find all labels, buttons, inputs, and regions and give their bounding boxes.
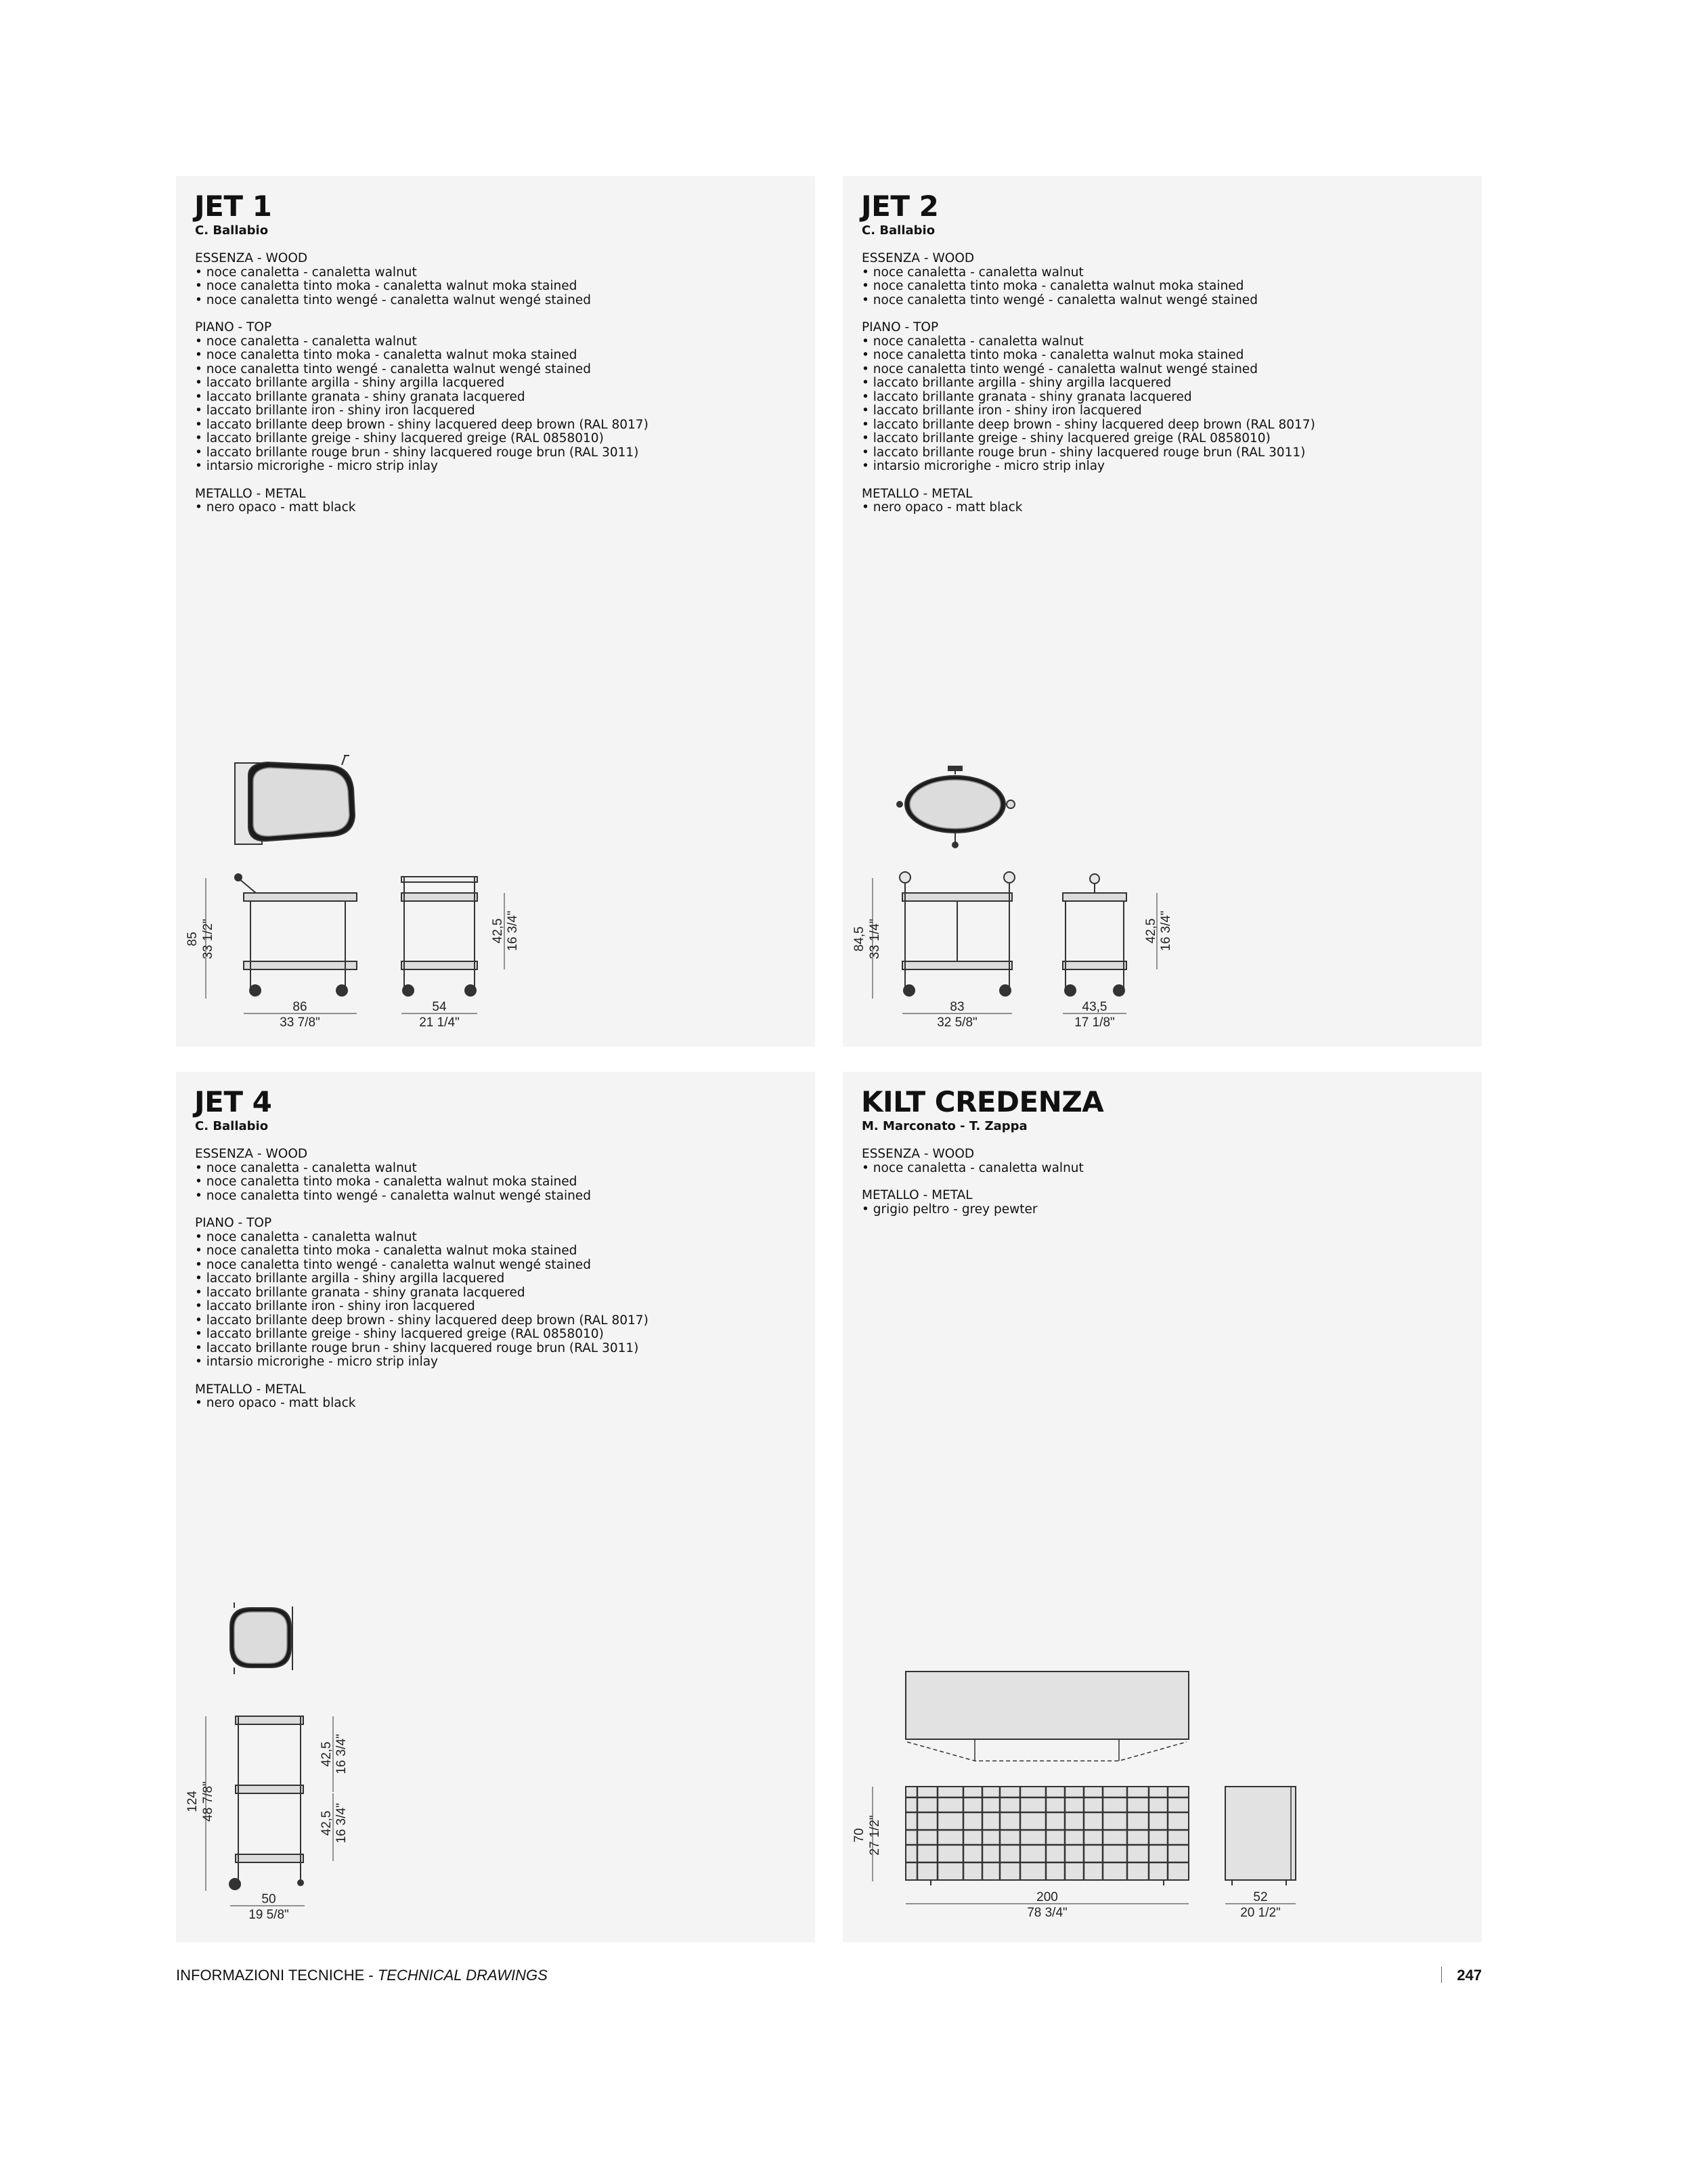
spec-heading: ESSENZA - WOOD xyxy=(195,251,308,265)
side-view xyxy=(1063,874,1126,996)
front-view xyxy=(906,1787,1189,1885)
spec-heading: PIANO - TOP xyxy=(195,320,272,334)
spec-item: • laccato brillante deep brown - shiny lacquered deep brown (RAL 8017) xyxy=(862,418,1315,433)
spec-heading: PIANO - TOP xyxy=(862,320,939,334)
spec-item: • laccato brillante argilla - shiny argilla lacquered xyxy=(195,376,649,391)
dim-width-cm: 86 xyxy=(292,1000,307,1014)
product-title: JET 2 xyxy=(861,190,939,223)
spec-heading: ESSENZA - WOOD xyxy=(862,1147,975,1161)
product-title: KILT CREDENZA xyxy=(861,1085,1104,1118)
spec-item: • laccato brillante granata - shiny granata lacquered xyxy=(862,391,1315,405)
spec-item: • noce canaletta tinto moka - canaletta walnut moka stained xyxy=(195,1244,649,1259)
product-designer: C. Ballabio xyxy=(195,1119,269,1133)
side-view xyxy=(1225,1787,1296,1885)
dim-depth-in: 17 1/8" xyxy=(1074,1015,1115,1030)
dim-shelf-in: 16 3/4" xyxy=(506,911,520,951)
spec-item: • noce canaletta tinto moka - canaletta walnut moka stained xyxy=(195,1175,649,1189)
spec-item: • noce canaletta - canaletta walnut xyxy=(862,266,1315,280)
dim-width-cm: 50 xyxy=(261,1892,276,1906)
spec-item: • noce canaletta - canaletta walnut xyxy=(195,266,649,280)
spec-item: • laccato brillante iron - shiny iron lacquered xyxy=(195,404,649,418)
spec-item: • noce canaletta - canaletta walnut xyxy=(195,1162,649,1176)
dim-depth-in: 21 1/4" xyxy=(419,1015,460,1030)
dim-height-in: 33 1/2" xyxy=(201,919,215,959)
dim-depth-cm: 43,5 xyxy=(1082,1000,1107,1014)
spec-item: • noce canaletta tinto wengé - canaletta walnut wengé stained xyxy=(195,363,649,377)
spec-heading: METALLO - METAL xyxy=(862,486,973,501)
dim-shelf-cm: 42,5 xyxy=(1144,918,1158,944)
product-panel-jet-1 xyxy=(176,176,815,1047)
spec-item: • laccato brillante deep brown - shiny lacquered deep brown (RAL 8017) xyxy=(195,1314,649,1328)
spec-item: • noce canaletta tinto wengé - canaletta walnut wengé stained xyxy=(195,1259,649,1273)
technical-drawing-jet-4 xyxy=(176,1072,815,1942)
spec-item: • laccato brillante greige - shiny lacquered greige (RAL 0858010) xyxy=(862,432,1315,446)
footer-section-label xyxy=(176,1967,548,1984)
spec-item: • laccato brillante iron - shiny iron lacquered xyxy=(195,1300,649,1314)
spec-item: • laccato brillante deep brown - shiny lacquered deep brown (RAL 8017) xyxy=(195,418,649,433)
spec-item: • noce canaletta tinto moka - canaletta walnut moka stained xyxy=(195,349,649,363)
spec-item: • laccato brillante granata - shiny granata lacquered xyxy=(195,391,649,405)
spec-item: • noce canaletta - canaletta walnut xyxy=(195,335,649,349)
dim-width-in: 32 5/8" xyxy=(937,1015,978,1030)
product-panel-jet-2 xyxy=(843,176,1482,1047)
spec-item: • laccato brillante greige - shiny lacquered greige (RAL 0858010) xyxy=(195,432,649,446)
dim-height-cm: 70 xyxy=(852,1828,866,1843)
spec-item: • noce canaletta - canaletta walnut xyxy=(195,1231,649,1245)
dim-width-in: 33 7/8" xyxy=(280,1015,320,1030)
spec-item: • noce canaletta tinto moka - canaletta walnut moka stained xyxy=(862,280,1315,294)
spec-item: • laccato brillante iron - shiny iron lacquered xyxy=(862,404,1315,418)
product-title: JET 1 xyxy=(194,190,272,223)
dim-height-cm: 85 xyxy=(185,932,200,946)
spec-heading: ESSENZA - WOOD xyxy=(862,251,975,265)
spec-item: • nero opaco - matt black xyxy=(195,1397,649,1411)
technical-drawing-kilt-credenza xyxy=(843,1072,1482,1942)
dim-height-cm: 84,5 xyxy=(852,926,866,952)
dim-shelf2-cm: 42,5 xyxy=(320,1810,334,1836)
dim-height-in: 48 7/8" xyxy=(201,1781,215,1822)
spec-item: • nero opaco - matt black xyxy=(195,501,649,515)
spec-heading: METALLO - METAL xyxy=(195,486,306,501)
dim-depth-in: 20 1/2" xyxy=(1240,1906,1281,1920)
technical-drawing-jet-2 xyxy=(843,176,1482,1047)
product-designer: C. Ballabio xyxy=(862,223,936,238)
spec-item: • noce canaletta tinto moka - canaletta walnut moka stained xyxy=(862,349,1315,363)
top-view xyxy=(906,1672,1189,1761)
top-view xyxy=(235,756,355,844)
dim-depth-cm: 52 xyxy=(1253,1890,1268,1904)
dim-height-cm: 124 xyxy=(185,1791,200,1812)
spec-item: • nero opaco - matt black xyxy=(862,501,1315,515)
side-view xyxy=(401,877,477,996)
front-view xyxy=(900,872,1015,996)
dim-width-cm: 83 xyxy=(950,1000,965,1014)
dim-depth-cm: 54 xyxy=(432,1000,447,1014)
page-number: 247 xyxy=(1457,1967,1482,1984)
spec-heading: PIANO - TOP xyxy=(195,1216,272,1230)
top-view xyxy=(230,1602,292,1674)
spec-item: • laccato brillante rouge brun - shiny lacquered rouge brun (RAL 3011) xyxy=(195,446,649,460)
dim-shelf-in: 16 3/4" xyxy=(1159,911,1173,951)
spec-item: • noce canaletta tinto wengé - canaletta walnut wengé stained xyxy=(862,363,1315,377)
dim-shelf-cm: 42,5 xyxy=(491,918,505,944)
spec-item: • laccato brillante argilla - shiny argilla lacquered xyxy=(862,376,1315,391)
dim-height-in: 27 1/2" xyxy=(868,1815,882,1856)
spec-item: • intarsio microrighe - micro strip inlay xyxy=(195,460,649,474)
spec-item: • noce canaletta tinto wengé - canaletta walnut wengé stained xyxy=(862,294,1315,308)
technical-drawing-jet-1 xyxy=(176,176,815,1047)
spec-item: • laccato brillante argilla - shiny argilla lacquered xyxy=(195,1272,649,1286)
spec-item: • laccato brillante rouge brun - shiny lacquered rouge brun (RAL 3011) xyxy=(195,1342,649,1356)
spec-item: • noce canaletta tinto moka - canaletta walnut moka stained xyxy=(195,280,649,294)
spec-heading: METALLO - METAL xyxy=(195,1382,306,1397)
dim-shelf1-cm: 42,5 xyxy=(320,1741,334,1767)
spec-item: • laccato brillante granata - shiny granata lacquered xyxy=(195,1286,649,1301)
spec-item: • noce canaletta tinto wengé - canaletta walnut wengé stained xyxy=(195,294,649,308)
front-view xyxy=(229,1716,303,1890)
top-view xyxy=(897,766,1015,848)
spec-item: • noce canaletta tinto wengé - canaletta walnut wengé stained xyxy=(195,1189,649,1204)
dim-height-in: 33 1/4" xyxy=(868,919,882,959)
product-panel-jet-4 xyxy=(176,1072,815,1942)
spec-heading: ESSENZA - WOOD xyxy=(195,1147,308,1161)
spec-heading: METALLO - METAL xyxy=(862,1188,973,1202)
spec-item: • intarsio microrighe - micro strip inlay xyxy=(862,460,1315,474)
product-title: JET 4 xyxy=(194,1085,272,1118)
spec-item: • intarsio microrighe - micro strip inlay xyxy=(195,1355,649,1370)
front-view xyxy=(235,874,357,996)
product-panel-kilt-credenza xyxy=(843,1072,1482,1942)
spec-item: • noce canaletta - canaletta walnut xyxy=(862,1162,1084,1176)
dim-width-in: 78 3/4" xyxy=(1027,1906,1068,1920)
footer-section-it: INFORMAZIONI TECNICHE - xyxy=(176,1967,378,1984)
spec-item: • grigio peltro - grey pewter xyxy=(862,1203,1084,1217)
dim-shelf1-in: 16 3/4" xyxy=(334,1734,349,1774)
spec-item: • laccato brillante rouge brun - shiny lacquered rouge brun (RAL 3011) xyxy=(862,446,1315,460)
dim-shelf2-in: 16 3/4" xyxy=(334,1803,349,1843)
dim-width-in: 19 5/8" xyxy=(248,1908,289,1922)
product-designer: C. Ballabio xyxy=(195,223,269,238)
footer-section-en: TECHNICAL DRAWINGS xyxy=(377,1967,548,1984)
spec-item: • laccato brillante greige - shiny lacquered greige (RAL 0858010) xyxy=(195,1328,649,1342)
spec-item: • noce canaletta - canaletta walnut xyxy=(862,335,1315,349)
dim-width-cm: 200 xyxy=(1036,1890,1058,1904)
product-designer: M. Marconato - T. Zappa xyxy=(862,1119,1028,1133)
